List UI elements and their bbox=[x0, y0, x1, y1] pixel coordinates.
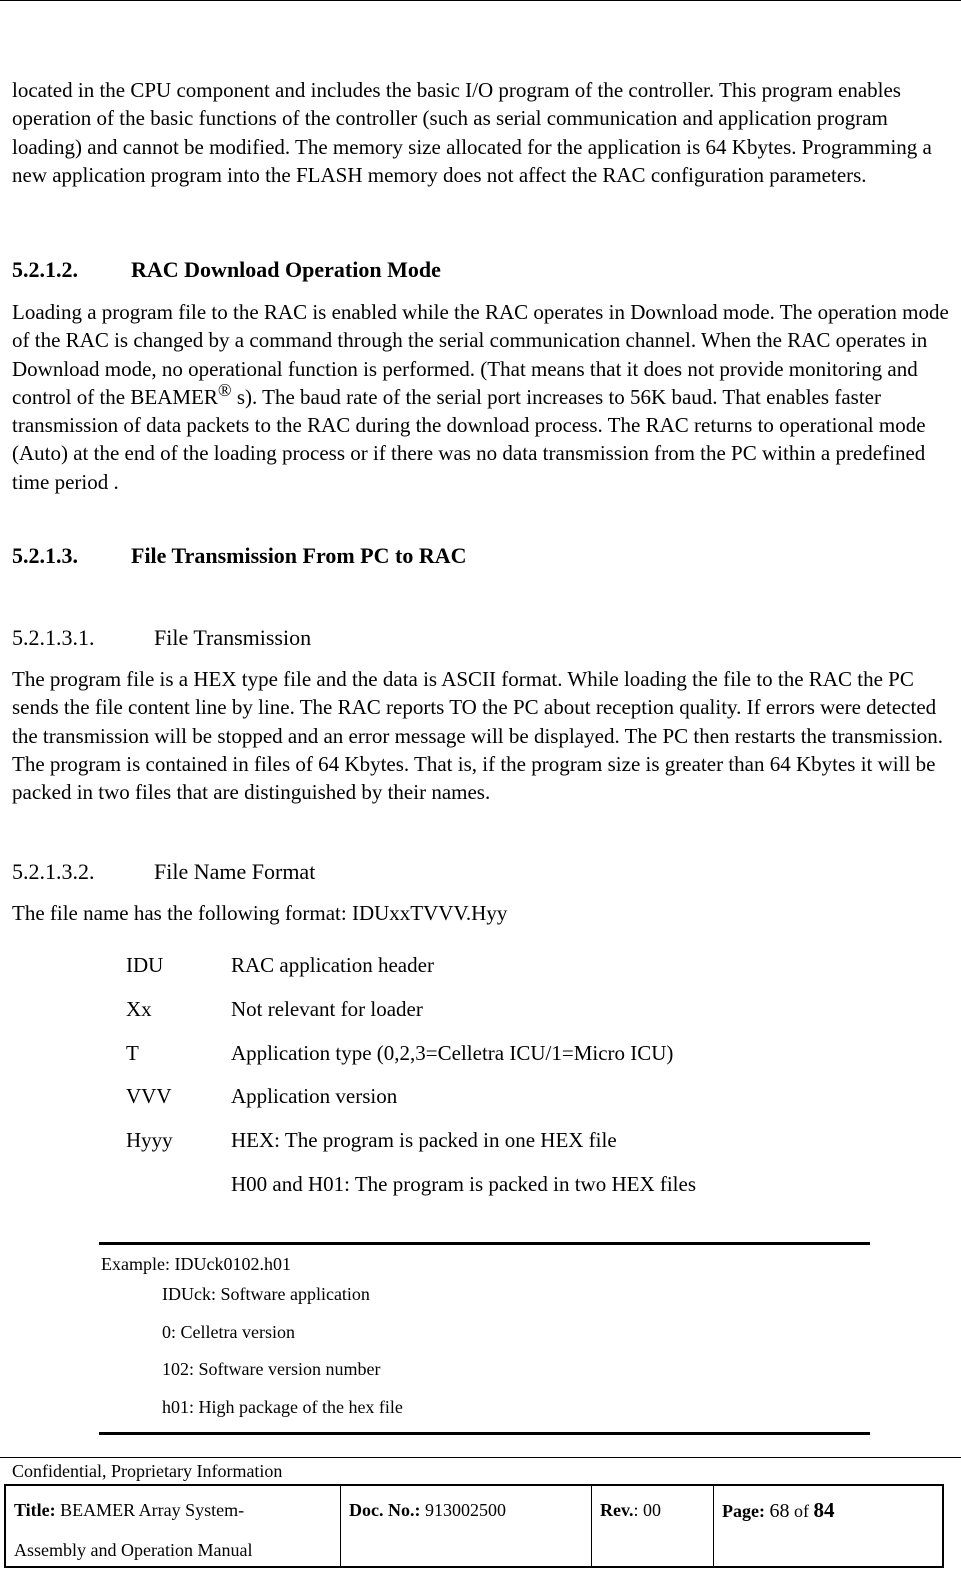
definition-row bbox=[126, 1169, 826, 1213]
footer-table bbox=[4, 1484, 944, 1568]
footer-title-cell bbox=[6, 1486, 341, 1566]
definition-desc: Application type (0,2,3=Celletra ICU/1=Micro ICU) bbox=[231, 1040, 674, 1065]
definition-desc: H00 and H01: The program is packed in two HEX files bbox=[231, 1171, 697, 1196]
definition-row bbox=[126, 1081, 826, 1125]
definition-desc: HEX: The program is packed in one HEX file bbox=[231, 1128, 617, 1153]
doc-number: 913002500 bbox=[424, 1500, 506, 1520]
page-number: 68 bbox=[769, 1500, 790, 1522]
footer-rev-cell bbox=[592, 1486, 714, 1566]
intro-paragraph: located in the CPU component and includes the basic I/O program of the controller. This program enables operation of the basic functions of the controller (such as serial communication and application program loading) and cannot be modified. The memory size allocated for the application is 64 Kbytes. Programming a new application program into the FLASH memory does not affect the RAC configuration parameters. bbox=[12, 78, 932, 187]
definition-list bbox=[126, 950, 826, 1213]
page-label: Page: bbox=[722, 1501, 765, 1521]
section-number: 5.2.1.3.2. bbox=[12, 859, 95, 884]
confidential-notice: Confidential, Proprietary Information bbox=[12, 1461, 283, 1481]
footer-title-line2: Assembly and Operation Manual bbox=[14, 1540, 253, 1560]
definition-term: VVV bbox=[126, 1084, 172, 1109]
example-line: 0: Celletra version bbox=[162, 1321, 295, 1342]
doc-label: Doc. No.: bbox=[349, 1500, 421, 1520]
section-number: 5.2.1.3. bbox=[12, 543, 78, 568]
example-bottom-rule bbox=[99, 1432, 870, 1435]
paragraph-text: Loading a program file to the RAC is enabled while the RAC operates in Download mode. The operation mode of the RAC is changed by a command through the serial communication channel. When the RAC operates in Download mode, no operational function is performed. (That means that it does not provide monitoring and control of the BEAMER bbox=[12, 300, 949, 409]
section-title: RAC Download Operation Mode bbox=[131, 257, 441, 282]
footer-rule bbox=[0, 1457, 961, 1458]
footer-page-cell bbox=[714, 1486, 942, 1566]
section-heading-5212 bbox=[12, 257, 441, 283]
example-heading: Example: IDUck0102.h01 bbox=[101, 1254, 291, 1274]
footer-title-line1 bbox=[14, 1490, 332, 1530]
rev-label: Rev. bbox=[600, 1500, 634, 1520]
paragraph-text-continued: s). The baud rate of the serial port increases to 56K baud. That enables faster transmission of data packets to the RAC during the download process. The RAC returns to operational mode (Auto) at the end of the loading process or if there was no data transmission from the PC within a predefined time period . bbox=[12, 384, 926, 494]
example-line: IDUck: Software application bbox=[162, 1284, 370, 1304]
section-heading-5213 bbox=[12, 543, 467, 569]
definition-desc: RAC application header bbox=[231, 953, 434, 977]
definition-term: Hyyy bbox=[126, 1128, 173, 1153]
definition-desc: Application version bbox=[231, 1084, 398, 1109]
title-value: BEAMER Array System- bbox=[60, 1500, 245, 1520]
definition-row bbox=[126, 950, 826, 994]
title-label: Title: bbox=[14, 1500, 56, 1520]
section-heading-52131 bbox=[12, 625, 311, 651]
footer-doc-cell bbox=[341, 1486, 592, 1566]
section-title: File Transmission From PC to RAC bbox=[131, 543, 467, 568]
file-name-format-paragraph: The file name has the following format: IDUxxTVVV.Hyy bbox=[12, 901, 508, 925]
definition-row bbox=[126, 1038, 826, 1082]
example-top-rule bbox=[99, 1242, 870, 1245]
page-total: 84 bbox=[813, 1498, 835, 1522]
section-number: 5.2.1.3.1. bbox=[12, 625, 95, 650]
top-rule bbox=[0, 0, 961, 1]
download-mode-paragraph bbox=[12, 298, 957, 496]
example-line: h01: High package of the hex file bbox=[162, 1396, 403, 1417]
definition-term: T bbox=[126, 1040, 139, 1065]
page-of: of bbox=[793, 1501, 809, 1521]
rev-value: : 00 bbox=[633, 1500, 662, 1520]
definition-term: Xx bbox=[126, 996, 152, 1021]
section-number: 5.2.1.2. bbox=[12, 257, 78, 282]
section-title: File Name Format bbox=[154, 859, 316, 884]
definition-desc: Not relevant for loader bbox=[231, 996, 423, 1021]
file-transmission-paragraph: The program file is a HEX type file and the data is ASCII format. While loading the file to the RAC the PC sends the file content line by line. The RAC reports TO the PC about reception quality. If errors were detected the transmission will be stopped and an error message will be displayed. The PC then restarts the transmission. The program is contained in files of 64 Kbytes. That is, if the program size is greater than 64 Kbytes it will be packed in two files that are distinguished by their names. bbox=[12, 667, 944, 805]
definition-row bbox=[126, 1125, 826, 1169]
section-heading-52132 bbox=[12, 859, 315, 885]
definition-term: IDU bbox=[126, 953, 164, 977]
example-line: 102: Software version number bbox=[162, 1359, 381, 1379]
registered-mark: ® bbox=[217, 379, 232, 400]
section-title: File Transmission bbox=[154, 625, 312, 650]
example-box bbox=[101, 1252, 403, 1430]
definition-row bbox=[126, 994, 826, 1038]
